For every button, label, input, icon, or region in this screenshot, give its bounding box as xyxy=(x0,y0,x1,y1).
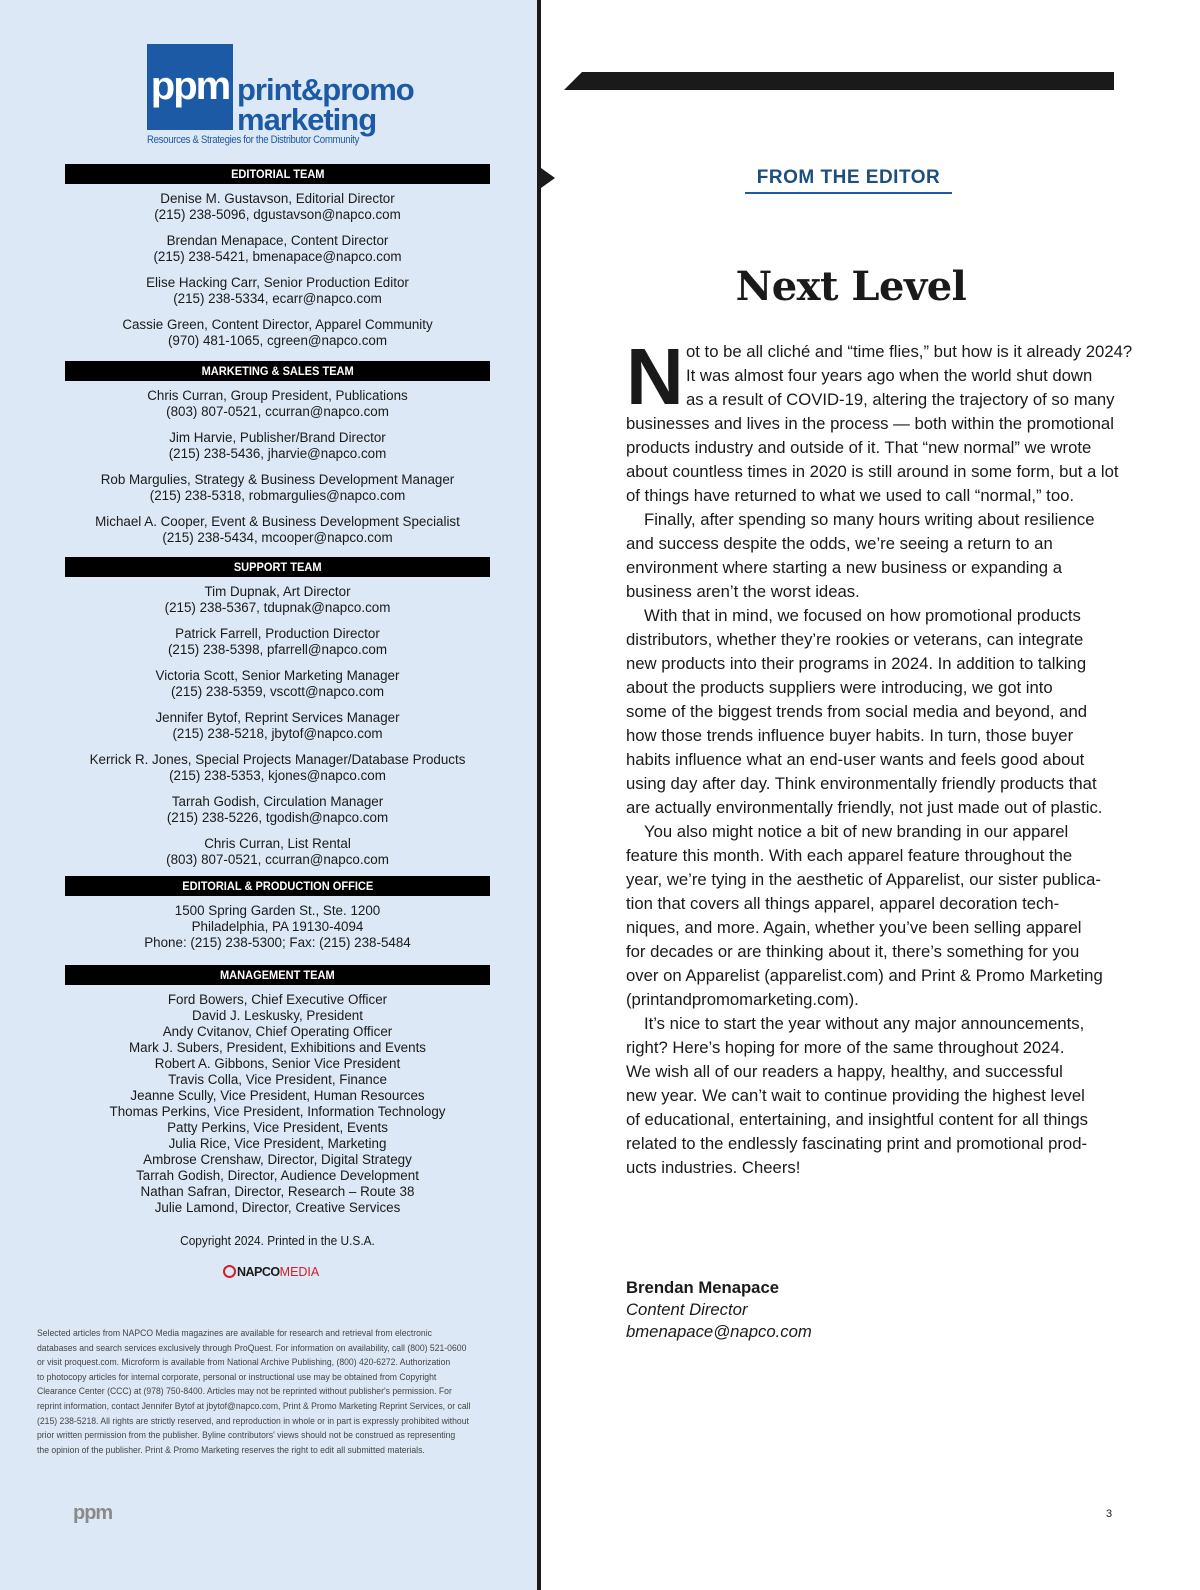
article-line: right? Here’s hoping for more of the same throughout 2024. xyxy=(626,1038,1065,1057)
staff-contact: (803) 807-0521, ccurran@napco.com xyxy=(166,852,389,867)
masthead-column xyxy=(0,0,537,1590)
article-line: Finally, after spending so many hours writing about resilience xyxy=(644,510,1095,529)
staff-entry xyxy=(20,514,535,546)
staff-entry xyxy=(20,430,535,462)
staff-entry xyxy=(20,584,535,616)
staff-contact: (215) 238-5226, tgodish@napco.com xyxy=(166,810,389,825)
article-line: ot to be all cliché and “time flies,” but how is it already 2024? xyxy=(686,342,1133,361)
marketing-team-list xyxy=(20,388,535,556)
management-member: Robert A. Gibbons, Senior Vice President xyxy=(154,1056,401,1071)
staff-entry xyxy=(20,472,535,504)
staff-name-role: Elise Hacking Carr, Senior Production Editor xyxy=(146,275,409,290)
article-line: businesses and lives in the process — both within the promotional xyxy=(626,414,1114,433)
article-line: environment where starting a new business or expanding a xyxy=(626,558,1062,577)
staff-name-role: Kerrick R. Jones, Special Projects Manager/Database Products xyxy=(89,752,466,767)
disclaimer-line: or visit proquest.com. Microform is available from National Archive Publishing, (800) 420-6272. Authorization xyxy=(37,1357,451,1369)
staff-entry xyxy=(20,752,535,784)
staff-entry xyxy=(20,710,535,742)
disclaimer-line: Selected articles from NAPCO Media magazines are available for research and retrieval from electronic xyxy=(37,1328,432,1339)
office-street: 1500 Spring Garden St., Ste. 1200 xyxy=(174,903,381,918)
article-line: (printandpromomarketing.com). xyxy=(626,990,859,1009)
article-line: tion that covers all things apparel, apparel decoration tech- xyxy=(626,894,1060,913)
drop-cap: N xyxy=(626,332,682,421)
article-line: about countless times in 2020 is still around in some form, but a lot xyxy=(626,462,1119,481)
management-member: Tarrah Godish, Director, Audience Development xyxy=(136,1168,419,1183)
staff-entry xyxy=(20,317,535,349)
management-member: Jeanne Scully, Vice President, Human Resources xyxy=(130,1088,425,1103)
logo-wordmark-line2: marketing xyxy=(237,102,377,137)
staff-contact: (215) 238-5436, jharvie@napco.com xyxy=(168,446,387,461)
support-team-heading: SUPPORT TEAM xyxy=(65,557,490,577)
section-kicker: FROM THE EDITOR xyxy=(756,167,941,188)
staff-contact: (215) 238-5367, tdupnak@napco.com xyxy=(164,600,391,615)
management-member: Julie Lamond, Director, Creative Services xyxy=(154,1200,401,1215)
article-line: products industry and outside of it. That “new normal” we wrote xyxy=(626,438,1092,457)
staff-entry xyxy=(20,668,535,700)
napco-logo-part1: NAPCO xyxy=(237,1265,280,1279)
article-line: are actually environmentally friendly, not just made out of plastic. xyxy=(626,798,1103,817)
management-member: Mark J. Subers, President, Exhibitions and Events xyxy=(129,1040,426,1055)
office-phone: Phone: (215) 238-5300; Fax: (215) 238-5484 xyxy=(144,935,411,950)
staff-entry xyxy=(20,388,535,420)
management-member: Travis Colla, Vice President, Finance xyxy=(168,1072,387,1087)
staff-entry xyxy=(20,191,535,223)
editorial-team-list xyxy=(20,191,535,359)
footer-ppm-mark: ppm xyxy=(73,1502,113,1524)
disclaimer-line: reprint information, contact Jennifer Bytof at jbytof@napco.com, Print & Promo Marketing Reprint Services, or call xyxy=(37,1400,471,1412)
article-line: niques, and more. Again, whether you’ve been selling apparel xyxy=(626,918,1082,937)
article-line: With that in mind, we focused on how promotional products xyxy=(644,606,1081,625)
logo-mark-box xyxy=(147,44,233,130)
article-line: year, we’re tying in the aesthetic of Apparelist, our sister publica- xyxy=(626,870,1101,889)
support-team-list xyxy=(20,584,535,878)
management-member: Julia Rice, Vice President, Marketing xyxy=(168,1136,387,1151)
logo-mark-text: ppm xyxy=(150,64,230,108)
staff-contact: (970) 481-1065, cgreen@napco.com xyxy=(167,333,388,348)
staff-contact: (215) 238-5218, jbytof@napco.com xyxy=(172,726,383,741)
article-line: using day after day. Think environmentally friendly products that xyxy=(626,774,1097,793)
article-line: It’s nice to start the year without any major announcements, xyxy=(644,1014,1085,1033)
article-line: over on Apparelist (apparelist.com) and Print & Promo Marketing xyxy=(626,966,1103,985)
napco-ring-icon xyxy=(223,1265,236,1278)
staff-entry xyxy=(20,794,535,826)
staff-name-role: Patrick Farrell, Production Director xyxy=(175,626,380,641)
logo-tagline: Resources & Strategies for the Distributor Community xyxy=(147,134,359,146)
staff-entry xyxy=(20,233,535,265)
article-line: business aren’t the worst ideas. xyxy=(626,582,860,601)
staff-name-role: Denise M. Gustavson, Editorial Director xyxy=(160,191,395,206)
staff-contact: (215) 238-5434, mcooper@napco.com xyxy=(162,530,393,545)
staff-entry xyxy=(20,836,535,868)
disclaimer-line: Clearance Center (CCC) at (978) 750-8400. Articles may not be reprinted without publisher's permission. For xyxy=(37,1386,452,1398)
management-member: Nathan Safran, Director, Research – Route 38 xyxy=(140,1184,415,1199)
article-line: related to the endlessly fascinating print and promotional prod- xyxy=(626,1134,1088,1153)
staff-contact: (215) 238-5421, bmenapace@napco.com xyxy=(153,249,402,264)
article-line: habits influence what an end-user wants and feels good about xyxy=(626,750,1085,769)
article-line: We wish all of our readers a happy, healthy, and successful xyxy=(626,1062,1063,1081)
staff-name-role: Rob Margulies, Strategy & Business Development Manager xyxy=(100,472,455,487)
article-line: of educational, entertaining, and insightful content for all things xyxy=(626,1110,1088,1129)
article-line: It was almost four years ago when the world shut down xyxy=(686,366,1093,385)
management-member: Patty Perkins, Vice President, Events xyxy=(167,1120,388,1135)
office-address xyxy=(20,903,535,961)
staff-contact: (215) 238-5318, robmargulies@napco.com xyxy=(149,488,406,503)
article-line: new year. We can’t wait to continue providing the highest level xyxy=(626,1086,1085,1105)
editor-signature xyxy=(626,1277,812,1343)
management-member: Andy Cvitanov, Chief Operating Officer xyxy=(162,1024,393,1039)
disclaimer-line: prior written permission from the publisher. Byline contributors' views should not be construed as representing xyxy=(37,1430,456,1442)
header-bar xyxy=(564,72,1114,90)
staff-name-role: Chris Curran, List Rental xyxy=(204,836,351,851)
management-member: David J. Leskusky, President xyxy=(192,1008,363,1023)
staff-name-role: Brendan Menapace, Content Director xyxy=(166,233,389,248)
article-line: and success despite the odds, we’re seeing a return to an xyxy=(626,534,1053,553)
article-line: about the products suppliers were introducing, we got into xyxy=(626,678,1053,697)
article-line: how those trends influence buyer habits. In turn, those buyer xyxy=(626,726,1074,745)
signature-name: Brendan Menapace xyxy=(626,1278,780,1297)
staff-contact: (803) 807-0521, ccurran@napco.com xyxy=(166,404,389,419)
copyright-notice: Copyright 2024. Printed in the U.S.A. xyxy=(180,1234,375,1248)
staff-name-role: Tarrah Godish, Circulation Manager xyxy=(171,794,384,809)
office-heading: EDITORIAL & PRODUCTION OFFICE xyxy=(65,876,490,896)
staff-name-role: Cassie Green, Content Director, Apparel Community xyxy=(122,317,433,332)
staff-name-role: Jim Harvie, Publisher/Brand Director xyxy=(169,430,386,445)
staff-name-role: Tim Dupnak, Art Director xyxy=(204,584,351,599)
article-title: Next Level xyxy=(735,263,967,310)
page-number: 3 xyxy=(1106,1508,1113,1520)
management-member: Ford Bowers, Chief Executive Officer xyxy=(167,992,388,1007)
management-member: Ambrose Crenshaw, Director, Digital Strategy xyxy=(143,1152,412,1167)
legal-disclaimer xyxy=(37,1327,537,1458)
staff-contact: (215) 238-5353, kjones@napco.com xyxy=(169,768,386,783)
signature-title: Content Director xyxy=(626,1300,748,1319)
divider-arrow-icon xyxy=(541,168,555,188)
article-line: You also might notice a bit of new branding in our apparel xyxy=(644,822,1069,841)
article-line: new products into their programs in 2024. In addition to talking xyxy=(626,654,1087,673)
staff-entry xyxy=(20,275,535,307)
staff-contact: (215) 238-5096, dgustavson@napco.com xyxy=(154,207,401,222)
management-member: Thomas Perkins, Vice President, Information Technology xyxy=(109,1104,446,1119)
office-city: Philadelphia, PA 19130-4094 xyxy=(191,919,364,934)
disclaimer-line: to photocopy articles for internal corporate, personal or instructional use may be obtained from Copyright xyxy=(37,1371,437,1383)
disclaimer-line: databases and search services exclusively through ProQuest. For information on availability, call (800) 521-0600 xyxy=(37,1342,467,1354)
staff-name-role: Michael A. Cooper, Event & Business Development Specialist xyxy=(95,514,460,529)
staff-name-role: Jennifer Bytof, Reprint Services Manager xyxy=(155,710,400,725)
staff-contact: (215) 238-5359, vscott@napco.com xyxy=(170,684,385,699)
signature-email: bmenapace@napco.com xyxy=(626,1322,812,1341)
disclaimer-line: (215) 238-5218. All rights are strictly reserved, and reproduction in whole or in part is expressly prohibited without xyxy=(37,1415,469,1427)
article-body xyxy=(626,340,1133,1180)
staff-name-role: Chris Curran, Group President, Publications xyxy=(147,388,408,403)
napco-logo-part2: MEDIA xyxy=(279,1265,320,1279)
kicker-underline xyxy=(745,192,952,194)
article-line: for decades or are thinking about it, there’s something for you xyxy=(626,942,1080,961)
ppm-logo xyxy=(147,44,437,154)
management-team-heading: MANAGEMENT TEAM xyxy=(65,965,490,985)
marketing-team-heading: MARKETING & SALES TEAM xyxy=(65,361,490,381)
column-divider xyxy=(537,0,541,1590)
office-entry xyxy=(20,903,535,951)
article-line: feature this month. With each apparel feature throughout the xyxy=(626,846,1073,865)
article-line: distributors, whether they’re rookies or veterans, can integrate xyxy=(626,630,1084,649)
disclaimer-line: the opinion of the publisher. Print & Promo Marketing reserves the right to edit all submitted materials. xyxy=(37,1444,425,1456)
napco-media-logo xyxy=(223,1264,343,1280)
article-line: of things have returned to what we used to call “normal,” too. xyxy=(626,486,1075,505)
staff-entry xyxy=(20,626,535,658)
staff-name-role: Victoria Scott, Senior Marketing Manager xyxy=(155,668,400,683)
logo-wordmark-line1: print&promo xyxy=(237,72,414,107)
editorial-team-heading: EDITORIAL TEAM xyxy=(65,164,490,184)
management-team-list xyxy=(20,992,535,1216)
article-line: as a result of COVID-19, altering the trajectory of so many xyxy=(686,390,1115,409)
staff-contact: (215) 238-5398, pfarrell@napco.com xyxy=(167,642,388,657)
staff-contact: (215) 238-5334, ecarr@napco.com xyxy=(173,291,382,306)
article-line: some of the biggest trends from social media and beyond, and xyxy=(626,702,1088,721)
article-line: ucts industries. Cheers! xyxy=(626,1158,801,1177)
